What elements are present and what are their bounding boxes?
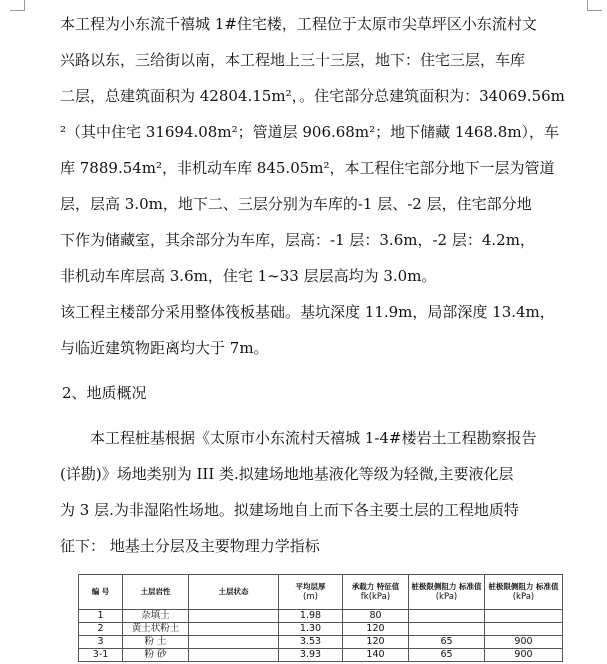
paragraph-line: 兴路以东，三给街以南，本工程地上三十三层，地下：住宅三层，车库 [60, 51, 526, 69]
table-row [79, 636, 563, 649]
table-row [79, 610, 563, 623]
crop-mark-right [587, 0, 602, 11]
paragraph-line: 库 7889.54m²，非机动车库 845.05m²，本工程住宅部分地下一层为管道 [60, 159, 555, 177]
header-id: 编 号 [79, 575, 123, 610]
paragraph-line: 征下： 地基土分层及主要物理力学指标 [60, 537, 320, 555]
header-bearing-capacity: 承载力 特征值 fk(kPa) [343, 575, 409, 610]
table-cell: 1.98 [279, 610, 343, 623]
table-cell [189, 623, 279, 636]
table-cell: 140 [343, 649, 409, 662]
paragraph-line: 二层，总建筑面积为 42804.15m²，。住宅部分总建筑面积为：34069.56m [60, 87, 565, 105]
table-cell: 900 [485, 649, 563, 662]
table-cell [485, 610, 563, 623]
table-row [79, 649, 563, 662]
table-cell: 2 [79, 623, 123, 636]
table-cell: 3-1 [79, 649, 123, 662]
section-heading: 2、地质概况 [62, 384, 147, 402]
header-avg-thickness: 平均层厚 (m) [279, 575, 343, 610]
header-pile-end-resistance: 桩极限侧阻力 标准值 (kPa) [485, 575, 563, 610]
table-cell [189, 649, 279, 662]
table-cell: 3.93 [279, 649, 343, 662]
paragraph-line: (详勘)》场地类别为 III 类.拟建场地地基液化等级为轻微,主要液化层 [60, 465, 514, 483]
table-cell: 黄土状粉土 [123, 623, 189, 636]
paragraph-line: 本工程为小东流千禧城 1#住宅楼，工程位于太原市尖草坪区小东流村文 [60, 15, 537, 33]
paragraph-line: 为 3 层.为非湿陷性场地。拟建场地自上而下各主要土层的工程地质特 [60, 501, 519, 519]
table-cell [485, 623, 563, 636]
paragraph-line: 与临近建筑物距离均大于 7m。 [60, 339, 269, 357]
paragraph-line: 该工程主楼部分采用整体筏板基础。基坑深度 11.9m，局部深度 13.4m， [60, 303, 555, 321]
table-cell [189, 610, 279, 623]
table-cell: 65 [409, 649, 485, 662]
table-cell [409, 623, 485, 636]
table-cell [189, 636, 279, 649]
table-cell: 120 [343, 636, 409, 649]
table-cell: 120 [343, 623, 409, 636]
table-cell: 900 [485, 636, 563, 649]
table-cell: 80 [343, 610, 409, 623]
table-cell: 粉 砂 [123, 649, 189, 662]
paragraph-line: 下作为储藏室，其余部分为车库，层高：-1 层：3.6m，-2 层：4.2m， [60, 231, 535, 249]
table-header-row [79, 575, 563, 610]
table-cell [409, 610, 485, 623]
paragraph-line: 本工程桩基根据《太原市小东流村天禧城 1-4#楼岩土工程勘察报告 [90, 429, 537, 447]
header-soil-type: 土层岩性 [123, 575, 189, 610]
header-pile-side-resistance: 桩极限侧阻力 标准值 (kPa) [409, 575, 485, 610]
table-cell: 粉 土 [123, 636, 189, 649]
table-cell: 1 [79, 610, 123, 623]
header-soil-state: 土层状态 [189, 575, 279, 610]
table-cell: 3 [79, 636, 123, 649]
table-cell: 杂填土 [123, 610, 189, 623]
table-cell: 1.30 [279, 623, 343, 636]
paragraph-line: 层，层高 3.0m，地下二、三层分别为车库的-1 层、-2 层，住宅部分地 [60, 195, 532, 213]
paragraph-line: 非机动车库层高 3.6m，住宅 1~33 层层高均为 3.0m。 [60, 267, 437, 285]
soil-layer-table [78, 574, 563, 662]
table-cell: 65 [409, 636, 485, 649]
table-row [79, 623, 563, 636]
crop-mark-left [10, 0, 25, 11]
table-cell: 3.53 [279, 636, 343, 649]
paragraph-line: ²（其中住宅 31694.08m²；管道层 906.68m²；地下储藏 1468.8m），车 [60, 123, 560, 141]
